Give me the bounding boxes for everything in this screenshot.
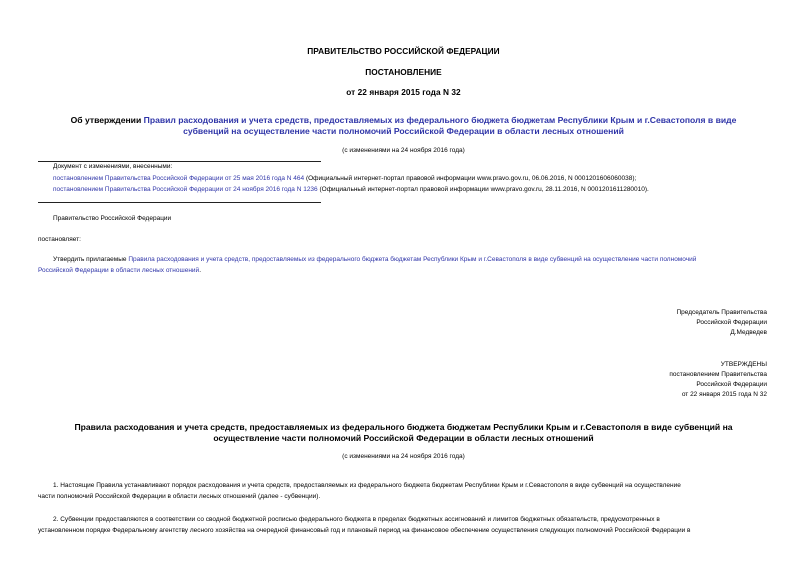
signature-country: Российской Федерации [696,319,767,326]
changes-note: (с изменениями на 24 ноября 2016 года) [342,147,465,154]
rules-title-line1: Правила расходования и учета средств, предоставляемых из федерального бюджета бюджетам Республики Крым и г.Севастополя в виде субвенций на [74,422,733,432]
rules-paragraph-2-line1: 2. Субвенции предоставляются в соответствии со сводной бюджетной росписью федерального бюджета в пределах бюджетных ассигнований и лимитов бюджетных обязательств, предусмотренных в [53,516,660,523]
approve-prefix: Утвердить прилагаемые [53,256,129,263]
rules-changes-note: (с изменениями на 24 ноября 2016 года) [342,453,465,460]
title-prefix: Об утверждении [70,115,144,125]
rules-paragraph-1-line2: части полномочий Российской Федерации в области лесных отношений (далее - субвенции). [38,493,321,500]
document-title [0,115,807,126]
amendments-bottom-rule [38,202,321,203]
approve-rules-link-cont[interactable]: Российской Федерации в области лесных отношений [38,267,200,274]
rules-paragraph-2-line2: установленном порядке Федеральному агентству лесного хозяйства на очередной финансовый год и плановый период на финансовое обеспечение осуществления следующих полномочий Российской Федерации в [38,527,691,534]
approve-suffix: . [199,267,201,274]
approve-paragraph-line1 [53,255,696,265]
approved-date: от 22 января 2015 года N 32 [681,391,767,398]
title-link-part1[interactable]: Правил расходования и учета средств, предоставляемых из федерального бюджета бюджетам Республики Крым и г.Севастополя в виде [143,115,737,125]
rules-title-line2: осуществление части полномочий Российской Федерации в области лесных отношений [213,433,594,443]
approved-country: Российской Федерации [696,381,767,388]
amendments-intro: Документ с изменениями, внесенными: [53,163,173,170]
amendment-1-source: (Официальный интернет-портал правовой информации www.pravo.gov.ru, 06.06.2016, N 0001201606060038); [304,175,637,182]
amendment-item-2 [53,185,649,195]
doc-type-heading: ПОСТАНОВЛЕНИЕ [365,67,442,77]
document-title-line2 [0,126,807,137]
approve-rules-link[interactable]: Правила расходования и учета средств, предоставляемых из федерального бюджета бюджетам Республики Крым и г.Севастополя в виде субвенций на осуществление части полномочий [128,256,697,263]
government-heading: ПРАВИТЕЛЬСТВО РОССИЙСКОЙ ФЕДЕРАЦИИ [307,46,500,56]
approved-heading: УТВЕРЖДЕНЫ [720,361,767,368]
amendment-2-link[interactable]: постановлением Правительства Российской Федерации от 24 ноября 2016 года N 1236 [53,186,318,193]
amendment-item-1 [53,174,636,184]
approve-paragraph-line2 [38,266,201,276]
amendment-2-source: (Официальный интернет-портал правовой информации www.pravo.gov.ru, 28.11.2016, N 0001201611280010). [317,186,649,193]
amendment-1-link[interactable]: постановлением Правительства Российской Федерации от 25 мая 2016 года N 464 [53,175,305,182]
rules-paragraph-1-line1: 1. Настоящие Правила устанавливают порядок расходования и учета средств, предоставляемых из федерального бюджета бюджетам Республики Крым и г.Севастополя в виде субвенций на осуществление [53,482,681,489]
government-subject: Правительство Российской Федерации [53,215,172,222]
signature-position: Председатель Правительства [676,309,767,316]
resolves-text: постановляет: [38,236,81,243]
signature-name: Д.Медведев [730,329,767,336]
title-link-part2[interactable]: субвенций на осуществление части полномочий Российской Федерации в области лесных отношений [183,126,624,136]
approved-by: постановлением Правительства [669,371,767,378]
date-number-heading: от 22 января 2015 года N 32 [346,87,461,97]
